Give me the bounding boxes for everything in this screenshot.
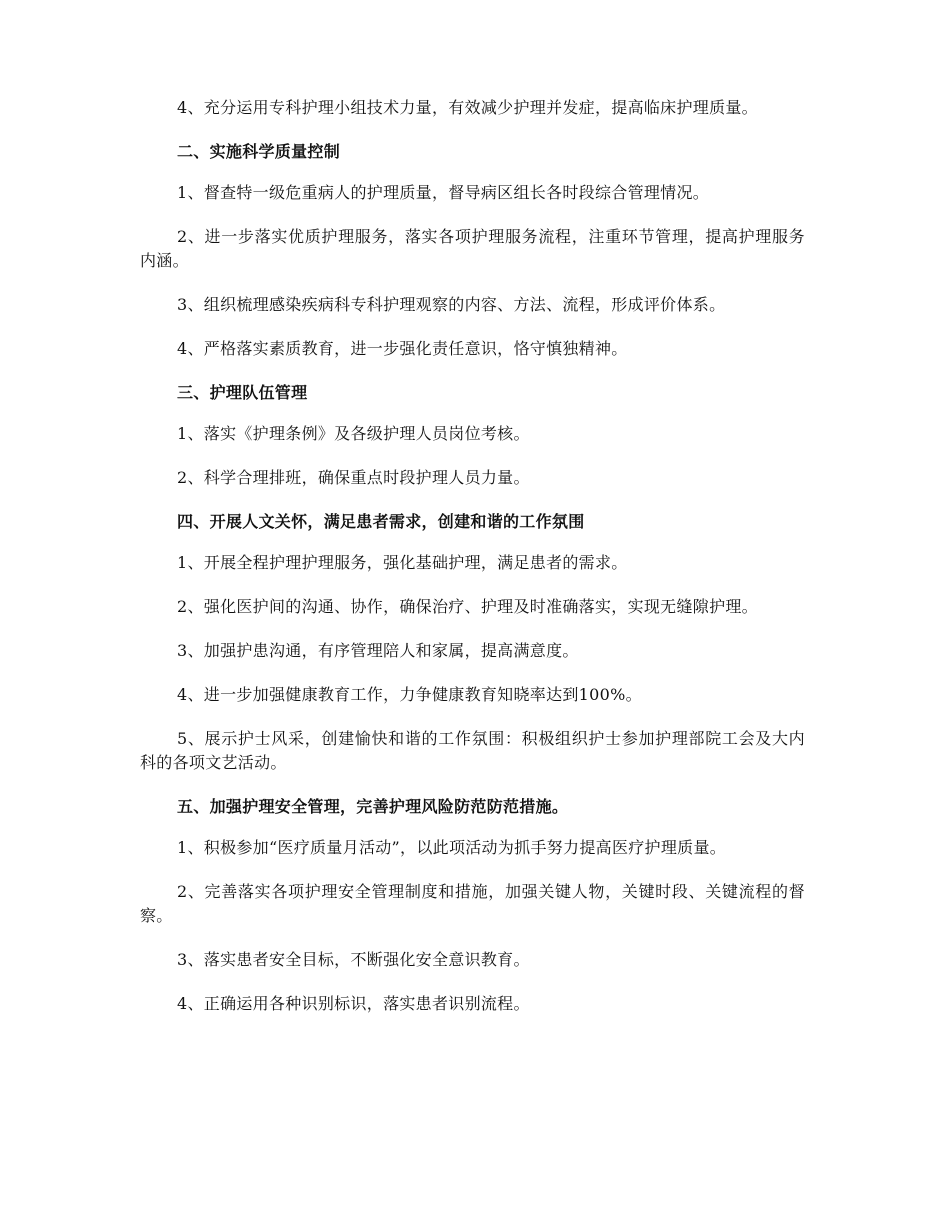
section-heading: 四、开展人文关怀，满足患者需求，创建和谐的工作氛围 <box>177 512 585 531</box>
paragraph: 3、落实患者安全目标，不断强化安全意识教育。 <box>177 950 530 969</box>
paragraph: 5、展示护士风采，创建愉快和谐的工作氛围：积极组织护士参加护理部院工会及大内科的各项文艺活动。 <box>140 729 805 772</box>
document-page <box>140 96 805 1036</box>
paragraph: 4、进一步加强健康教育工作，力争健康教育知晓率达到100%。 <box>177 685 642 704</box>
paragraph: 1、开展全程护理护理服务，强化基础护理，满足患者的需求。 <box>177 553 628 572</box>
paragraph: 3、加强护患沟通，有序管理陪人和家属，提高满意度。 <box>177 641 579 660</box>
paragraph: 4、正确运用各种识别标识，落实患者识别流程。 <box>177 994 530 1013</box>
paragraph: 4、充分运用专科护理小组技术力量，有效减少护理并发症，提高临床护理质量。 <box>177 98 758 117</box>
section-heading: 三、护理队伍管理 <box>177 383 308 402</box>
paragraph: 1、落实《护理条例》及各级护理人员岗位考核。 <box>177 424 530 443</box>
paragraph: 2、科学合理排班，确保重点时段护理人员力量。 <box>177 468 530 487</box>
paragraph: 2、完善落实各项护理安全管理制度和措施，加强关键人物，关键时段、关键流程的督察。 <box>140 882 805 925</box>
paragraph: 1、积极参加“医疗质量月活动”，以此项活动为抓手努力提高医疗护理质量。 <box>177 838 727 857</box>
paragraph: 2、进一步落实优质护理服务，落实各项护理服务流程，注重环节管理，提高护理服务内涵。 <box>140 227 805 270</box>
section-heading: 五、加强护理安全管理，完善护理风险防范防范措施。 <box>177 797 569 816</box>
paragraph: 3、组织梳理感染疾病科专科护理观察的内容、方法、流程，形成评价体系。 <box>177 295 726 314</box>
paragraph: 2、强化医护间的沟通、协作，确保治疗、护理及时准确落实，实现无缝隙护理。 <box>177 597 758 616</box>
paragraph: 4、严格落实素质教育，进一步强化责任意识，恪守慎独精神。 <box>177 339 628 358</box>
paragraph: 1、督查特一级危重病人的护理质量，督导病区组长各时段综合管理情况。 <box>177 183 710 202</box>
section-heading: 二、实施科学质量控制 <box>177 142 341 161</box>
